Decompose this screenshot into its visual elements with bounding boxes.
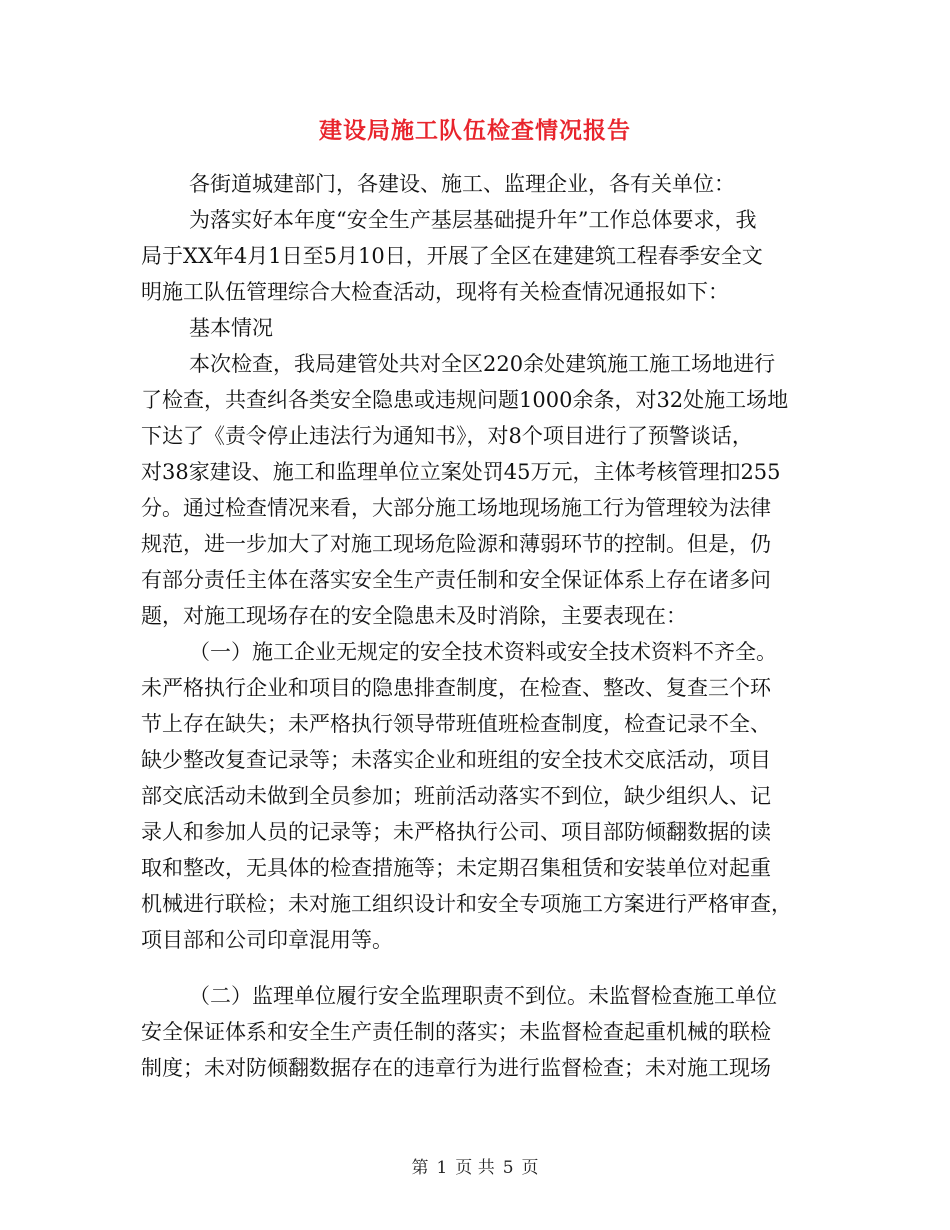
page-label-prefix: 第	[411, 1158, 429, 1178]
body-line: （二）监理单位履行安全监理职责不到位。未监督检查施工单位	[189, 984, 777, 1008]
page-label-suffix: 页	[521, 1158, 539, 1178]
body-line: 各街道城建部门，各建设、施工、监理企业，各有关单位：	[189, 172, 735, 196]
body-line: 规范，进一步加大了对施工现场危险源和薄弱环节的控制。但是，仍	[141, 532, 771, 556]
body-line: 项目部和公司印章混用等。	[141, 928, 393, 952]
body-line: 部交底活动未做到全员参加；班前活动落实不到位，缺少组织人、记	[141, 784, 771, 808]
page-label-mid: 页 共	[455, 1158, 495, 1178]
body-line: 本次检查，我局建管处共对全区220余处建筑施工施工场地进行	[189, 352, 776, 376]
document-title: 建设局施工队伍检查情况报告	[319, 117, 631, 144]
body-line: 题，对施工现场存在的安全隐患未及时消除，主要表现在：	[141, 604, 687, 628]
page-footer	[0, 1153, 950, 1178]
body-line: 未严格执行企业和项目的隐患排查制度，在检查、整改、复查三个环	[141, 676, 771, 700]
body-line: 局于XX年4月1日至5月10日，开展了全区在建建筑工程春季安全文	[141, 244, 763, 268]
body-line: 有部分责任主体在落实安全生产责任制和安全保证体系上存在诸多问	[141, 568, 771, 592]
body-line: 取和整改，无具体的检查措施等；未定期召集租赁和安装单位对起重	[141, 856, 771, 880]
section-heading: 基本情况	[189, 316, 273, 340]
body-line: （一）施工企业无规定的安全技术资料或安全技术资料不齐全。	[189, 640, 777, 664]
body-line: 制度；未对防倾翻数据存在的违章行为进行监督检查；未对施工现场	[141, 1056, 771, 1080]
body-line: 缺少整改复查记录等；未落实企业和班组的安全技术交底活动，项目	[141, 748, 771, 772]
body-line: 分。通过检查情况来看，大部分施工场地现场施工行为管理较为法律	[141, 496, 771, 520]
total-pages: 5	[502, 1158, 514, 1178]
body-line: 安全保证体系和安全生产责任制的落实；未监督检查起重机械的联检	[141, 1020, 771, 1044]
body-line: 明施工队伍管理综合大检查活动，现将有关检查情况通报如下：	[141, 280, 729, 304]
body-line: 为落实好本年度“安全生产基层基础提升年”工作总体要求，我	[189, 208, 757, 232]
body-line: 下达了《责令停止违法行为通知书》，对8个项目进行了预警谈话，	[141, 424, 753, 448]
page-number: 1	[436, 1158, 448, 1178]
body-line: 录人和参加人员的记录等；未严格执行公司、项目部防倾翻数据的读	[141, 820, 771, 844]
body-line: 节上存在缺失；未严格执行领导带班值班检查制度，检查记录不全、	[141, 712, 771, 736]
body-line: 对38家建设、施工和监理单位立案处罚45万元，主体考核管理扣255	[141, 460, 781, 484]
body-line: 机械进行联检；未对施工组织设计和安全专项施工方案进行严格审查，	[141, 892, 792, 916]
body-line: 了检查，共查纠各类安全隐患或违规问题1000余条，对32处施工场地	[141, 388, 789, 412]
